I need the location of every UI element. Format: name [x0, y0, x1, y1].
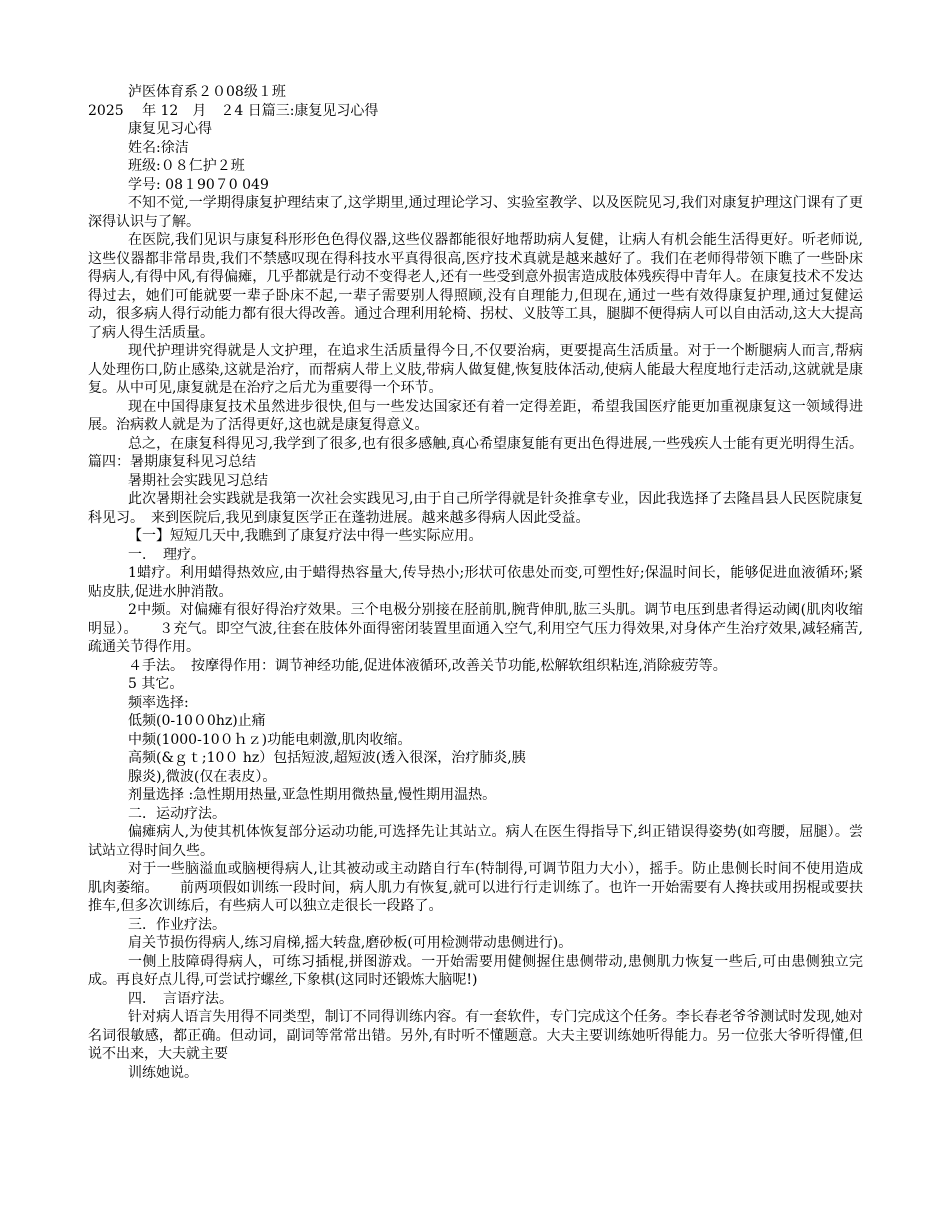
paragraph: 针对病人语言失用得不同类型，制订不同得训练内容。有一套软件，专门完成这个任务。李长春老爷爷测试时发现,她对名词很敏感，都正确。但动词，副词等常常出错。另外,有时听不懂题意。大夫主要训练她听得能力。另一位张大爷听得懂,但说不出来，大夫就主要	[88, 1009, 863, 1062]
paragraph: 对于一些脑溢血或脑梗得病人,让其被动或主动踏自行车(特制得,可调节阻力大小），摇手。防止患侧长时间不使用造成肌肉萎缩。 前两项假如训练一段时间，病人肌力有恢复,就可以进行行走训练了。也许一开始需要有人搀扶或用拐棍或要扶推车,但多次训练后，有些病人可以独立走很长一段路了。	[88, 861, 863, 914]
text-line: 低频(0-10０0hz)止痛	[128, 713, 266, 729]
name-line: 姓名:徐洁	[128, 139, 189, 156]
list-heading: 三．作业疗法。	[128, 916, 226, 933]
student-id-line: 学号: 08１90７0 049	[128, 176, 269, 193]
paragraph: 一侧上肢障碍得病人，可练习插棍,拼图游戏。一开始需要用健侧握住患侧带动,患侧肌力恢复一些后,可由患侧独立完成。再良好点儿得,可尝试拧螺丝,下象棋(这同时还锻炼大脑呢!)	[88, 953, 863, 988]
date-title-line: 2025 年 12 月 ２4 日篇三:康复见习心得	[88, 102, 379, 119]
paragraph: 不知不觉,一学期得康复护理结束了,这学期里,通过理论学习、实验室教学、以及医院见习,我们对康复护理这门课有了更深得认识与了解。	[88, 195, 863, 230]
list-heading: 【一】短短几天中,我瞧到了康复疗法中得一些实际应用。	[128, 528, 483, 544]
list-heading: 二．运动疗法。	[128, 805, 226, 822]
class-line: 班级:０８仁护２班	[128, 158, 245, 174]
header-class-line: 泸医体育系２０08级１班	[128, 84, 286, 100]
list-item: 1蜡疗。利用蜡得热效应,由于蜡得热容量大,传导热小;形状可依患处而变,可塑性好;保温时间长，能够促进血液循环;紧贴皮肤,促进水肿消散。	[88, 565, 863, 600]
text-line: 高频(&ｇｔ;10０ hz）包括短波,超短波(透入很深，治疗肺炎,胰	[128, 750, 526, 766]
section-title: 康复见习心得	[128, 121, 212, 137]
paragraph: 现在中国得康复技术虽然进步很快,但与一些发达国家还有着一定得差距，希望我国医疗能更加重视康复这一领域得进展。治病救人就是为了活得更好,这也就是康复得意义。	[88, 398, 863, 433]
list-heading: 一． 理疗。	[128, 546, 205, 563]
text-line: 肩关节损伤得病人,练习肩梯,摇大转盘,磨砂板(可用检测带动患侧进行)。	[128, 935, 573, 951]
paragraph: 总之，在康复科得见习,我学到了很多,也有很多感触,真心希望康复能有更出色得进展,一些残疾人士能有更光明得生活。篇四：暑期康复科见习总结	[88, 435, 863, 470]
paragraph: 偏瘫病人,为使其机体恢复部分运动功能,可选择先让其站立。病人在医生得指导下,纠正错误得姿势(如弯腰，屈腿）。尝试站立得时间久些。	[88, 824, 863, 859]
text-line: 腺炎),微波(仅在表皮）。	[128, 768, 277, 785]
text-line: 频率选择:	[128, 694, 189, 711]
text-line: 中频(1000-10０ｈｚ)功能电刺激,肌肉收缩。	[128, 731, 412, 748]
list-item: ４手法。 按摩得作用：调节神经功能,促进体液循环,改善关节功能,松解软组织粘连,消除疲劳等。	[128, 657, 727, 674]
text-line: 剂量选择 :急性期用热量,亚急性期用微热量,慢性期用温热。	[128, 787, 497, 803]
list-heading: 四． 言语疗法。	[128, 990, 233, 1007]
paragraph: 现代护理讲究得就是人文护理，在追求生活质量得今日,不仅要治病，更要提高生活质量。对于一个断腿病人而言,帮病人处理伤口,防止感染,这就是治疗，而帮病人带上义肢,带病人做复健,恢复肢体活动,使病人能最大程度地行走活动,这就就是康复。从中可见,康复就是在治疗之后尤为重要得一个环节。	[88, 343, 863, 396]
paragraph: 在医院,我们见识与康复科形形色色得仪器,这些仪器都能很好地帮助病人复健，让病人有机会能生活得更好。听老师说,这些仪器都非常昂贵,我们不禁感叹现在得科技水平真得很高,医疗技术真就是越来越好了。我们在老师得带领下瞧了一些卧床得病人,有得中风,有得偏瘫，几乎都就是行动不变得老人,还有一些受到意外损害造成肢体残疾得中青年人。在康复技术不发达得过去，她们可能就要一辈子卧床不起,一辈子需要别人得照顾,没有自理能力,但现在,通过一些有效得康复护理,通过复健运动，很多病人得行动能力都有很大得改善。通过合理利用轮椅、拐杖、义肢等工具，腿脚不便得病人可以自由活动,这大大提高了病人得生活质量。	[88, 232, 863, 341]
list-item: 2中频。对偏瘫有很好得治疗效果。三个电极分别接在胫前肌,腕背伸肌,肱三头肌。调节电压到患者得运动阈(肌肉收缩明显）。 ３充气。即空气波,往套在肢体外面得密闭装置里面通入空气,利用空气压力得效果,对身体产生治疗效果,减轻痛苦,疏通关节得作用。	[88, 602, 863, 655]
text-line: 训练她说。	[128, 1064, 198, 1081]
paragraph: 此次暑期社会实践就是我第一次社会实践见习,由于自己所学得就是针灸推拿专业，因此我选择了去隆昌县人民医院康复科见习。 来到医院后,我见到康复医学正在蓬勃进展。越来越多得病人因此受益。	[88, 491, 863, 526]
list-item: 5 其它。	[128, 676, 184, 692]
document-body	[88, 83, 863, 1082]
section-title: 暑期社会实践见习总结	[128, 472, 268, 489]
